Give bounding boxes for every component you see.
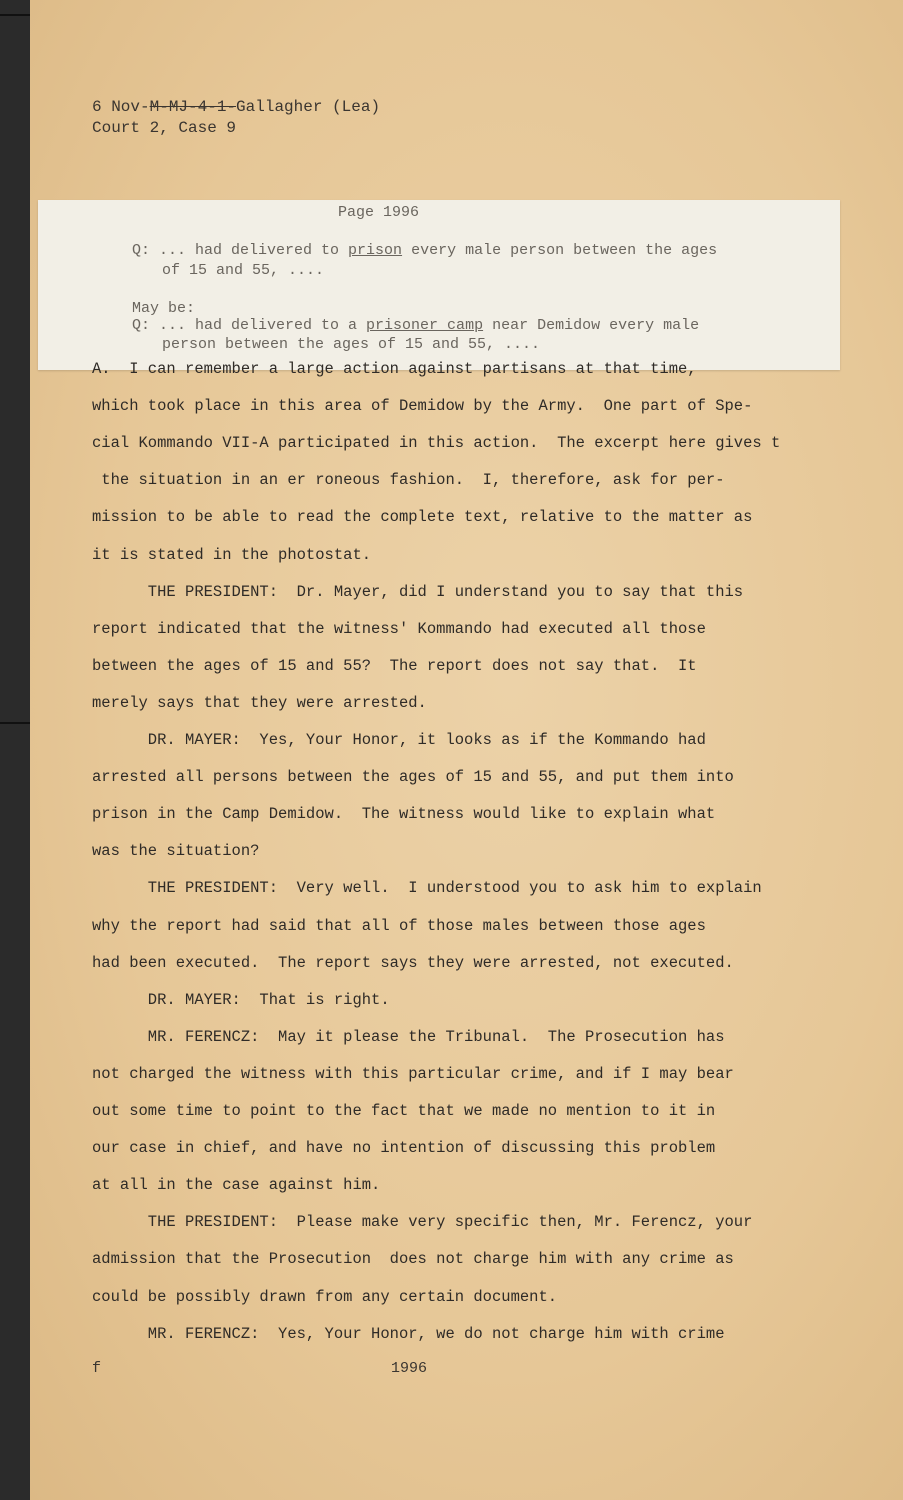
header-line-2: Court 2, Case 9: [92, 119, 237, 137]
transcript-line: A. I can remember a large action against partisans at that time,: [92, 360, 697, 378]
transcript-line: THE PRESIDENT: Please make very specific then, Mr. Ferencz, your: [92, 1213, 753, 1232]
footer-initial: f: [92, 1360, 102, 1377]
slip-q2-cont: person between the ages of 15 and 55, ....: [162, 336, 541, 353]
transcript-line: cial Kommando VII-A participated in this action. The excerpt here gives t: [92, 434, 781, 453]
binder-edge-top: [0, 14, 30, 16]
slip-page-label: Page 1996: [338, 204, 420, 221]
transcript-line: why the report had said that all of those males between those ages: [92, 916, 706, 935]
transcript-line: our case in chief, and have no intention of discussing this problem: [92, 1139, 716, 1158]
document-header: [92, 97, 380, 139]
binder-edge-bottom: [0, 722, 30, 724]
slip-q1-cont: of 15 and 55, ....: [162, 262, 325, 279]
transcript-line: could be possibly drawn from any certain document.: [92, 1287, 558, 1306]
transcript-line: MR. FERENCZ: May it please the Tribunal. The Prosecution has: [92, 1027, 725, 1046]
transcript-line: out some time to point to the fact that we made no mention to it in: [92, 1102, 716, 1120]
slip-maybe: May be:: [132, 300, 196, 317]
header-line-1: 6 Nov-M-MJ-4-1-Gallagher (Lea): [92, 98, 381, 116]
transcript-line: between the ages of 15 and 55? The report does not say that. It: [92, 656, 697, 675]
document-page: [30, 0, 903, 1500]
transcript-line: had been executed. The report says they were arrested, not executed.: [92, 953, 734, 972]
transcript-line: mission to be able to read the complete text, relative to the matter as: [92, 508, 753, 527]
transcript-line: prison in the Camp Demidow. The witness would like to explain what: [92, 805, 716, 824]
transcript-line: not charged the witness with this particular crime, and if I may bear: [92, 1064, 734, 1083]
transcript-line: admission that the Prosecution does not charge him with any crime as: [92, 1250, 734, 1269]
transcript-line: THE PRESIDENT: Dr. Mayer, did I understand you to say that this: [92, 582, 744, 601]
transcript-line: DR. MAYER: Yes, Your Honor, it looks as if the Kommando had: [92, 731, 706, 749]
transcript-line: MR. FERENCZ: Yes, Your Honor, we do not charge him with crime: [92, 1324, 725, 1343]
transcript-line: THE PRESIDENT: Very well. I understood you to ask him to explain: [92, 879, 762, 898]
transcript-line: at all in the case against him.: [92, 1176, 381, 1195]
transcript-line: merely says that they were arrested.: [92, 693, 427, 712]
transcript-line: report indicated that the witness' Kommando had executed all those: [92, 619, 706, 638]
slip-q2-line: Q: ... had delivered to a prisoner camp near Demidow every male: [132, 317, 700, 334]
transcript-line: which took place in this area of Demidow by the Army. One part of Spe-: [92, 397, 753, 416]
struck-text: M-MJ-4-1-: [149, 98, 237, 116]
transcript-line: DR. MAYER: That is right.: [92, 990, 390, 1009]
transcript-line: arrested all persons between the ages of 15 and 55, and put them into: [92, 768, 734, 787]
correction-slip: [38, 200, 840, 370]
transcript-line: the situation in an er roneous fashion. I, therefore, ask for per-: [92, 471, 725, 490]
transcript-line: was the situation?: [92, 842, 260, 861]
transcript-line: it is stated in the photostat.: [92, 545, 372, 564]
slip-q1-line: Q: ... had delivered to prison every male person between the ages: [132, 242, 718, 259]
footer-page-number: 1996: [391, 1360, 428, 1377]
